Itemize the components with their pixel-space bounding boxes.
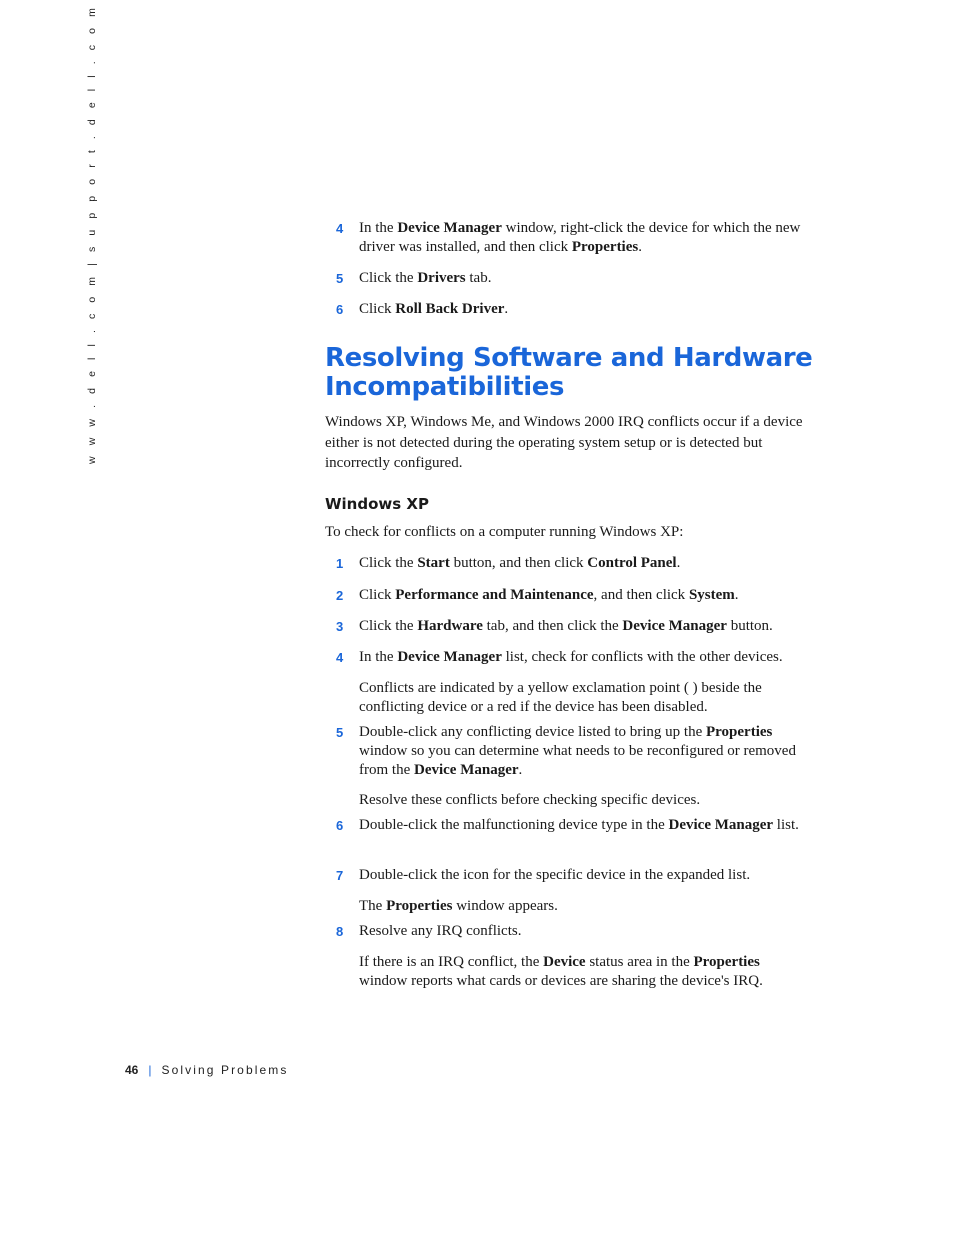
text-run: status area in the <box>585 954 694 970</box>
ui-term: System <box>688 587 735 603</box>
step-text <box>359 300 819 319</box>
ui-term: Properties <box>386 898 453 914</box>
step-note <box>359 791 819 810</box>
text-run: window reports what cards or devices are sharing the device's IRQ. <box>359 973 763 989</box>
text-run: Resolve any IRQ conflicts. <box>359 923 522 939</box>
step-text <box>359 269 819 288</box>
ui-term: Device Manager <box>622 618 727 634</box>
text-run: Resolve these conflicts before checking specific devices. <box>359 792 701 808</box>
sidebar-url-text: w w w . d e l l . c o m | s u p p o r t . d e l l . c o m <box>86 4 98 464</box>
step-number: 4 <box>336 650 344 665</box>
text-run: . <box>638 239 642 255</box>
step-number: 6 <box>336 302 344 317</box>
text-run: Click the <box>359 270 418 286</box>
text-run: The <box>359 898 387 914</box>
footer-separator: | <box>148 1063 152 1077</box>
text-run: window appears. <box>452 898 558 914</box>
text-run: Double-click any conflicting device listed to bring up the <box>359 724 706 740</box>
footer-section-title: Solving Problems <box>161 1063 289 1077</box>
page-number: 46 <box>125 1063 139 1077</box>
ui-term: Control Panel <box>587 555 677 571</box>
text-run: button. <box>726 618 773 634</box>
subsection-title: Windows XP <box>325 495 429 513</box>
section-intro: Windows XP, Windows Me, and Windows 2000 IRQ conflicts occur if a device either is not detected during the operating system setup or is detected but incorrectly configured. <box>325 414 803 471</box>
text-run: window so you can determine what needs to be reconfigured or removed from the <box>359 743 796 778</box>
ui-term: Device <box>543 954 586 970</box>
ui-term: Properties <box>693 954 760 970</box>
step-number: 4 <box>336 221 344 236</box>
text-run: . <box>518 762 523 778</box>
step-note <box>359 953 799 991</box>
text-run: tab. <box>465 270 492 286</box>
step-number: 3 <box>336 619 344 634</box>
step-text <box>359 816 809 835</box>
text-run: In the <box>359 220 398 236</box>
step-note <box>359 679 804 717</box>
text-run: If there is an IRQ conflict, the <box>359 954 544 970</box>
section-title: Resolving Software and Hardware Incompatibilities <box>325 343 813 402</box>
ui-term: Device Manager <box>668 817 774 833</box>
page-footer <box>125 1062 288 1078</box>
text-run: Double-click the icon for the specific device in the expanded list. <box>359 867 751 883</box>
ui-term: Device Manager <box>413 762 519 778</box>
ui-term: Hardware <box>417 618 483 634</box>
step-number: 7 <box>336 868 344 883</box>
text-run: . <box>504 301 509 317</box>
ui-term: Roll Back Driver <box>395 301 505 317</box>
step-number: 1 <box>336 556 344 571</box>
ui-term: Drivers <box>417 270 466 286</box>
step-number: 8 <box>336 924 344 939</box>
ui-term: Properties <box>571 239 639 255</box>
step-text <box>359 617 819 636</box>
text-run: tab, and then click the <box>482 618 623 634</box>
text-run: Click the <box>359 555 418 571</box>
text-run: window, right-click the device for which the new driver was installed, and then click <box>359 220 801 255</box>
step-number: 5 <box>336 725 344 740</box>
step-number: 6 <box>336 818 344 833</box>
ui-term: Device Manager <box>397 649 502 665</box>
text-run: Conflicts are indicated by a yellow exclamation point ( ) beside the conflicting device or a red if the device has been disabled. <box>359 680 762 715</box>
text-run: , and then click <box>593 587 689 603</box>
step-text <box>359 922 819 941</box>
text-run: Double-click the malfunctioning device type in the <box>359 817 669 833</box>
step-text <box>359 866 819 885</box>
ui-term: Performance and Maintenance <box>395 587 594 603</box>
step-text <box>359 648 829 667</box>
step-number: 5 <box>336 271 344 286</box>
text-run: list. <box>773 817 799 833</box>
text-run: . <box>676 555 681 571</box>
subsection-intro: To check for conflicts on a computer running Windows XP: <box>325 524 684 540</box>
ui-term: Start <box>417 555 450 571</box>
text-run: button, and then click <box>449 555 588 571</box>
text-run: Click <box>359 587 396 603</box>
step-text <box>359 219 819 257</box>
text-run: In the <box>359 649 398 665</box>
text-run: list, check for conflicts with the other devices. <box>501 649 783 665</box>
ui-term: Properties <box>706 724 773 740</box>
step-text <box>359 586 819 605</box>
text-run: Click <box>359 301 396 317</box>
step-text <box>359 723 804 780</box>
sidebar-url <box>86 4 98 464</box>
step-number: 2 <box>336 588 344 603</box>
text-run: Click the <box>359 618 418 634</box>
step-note <box>359 897 819 916</box>
ui-term: Device Manager <box>397 220 502 236</box>
text-run: . <box>734 587 739 603</box>
step-text <box>359 554 819 573</box>
